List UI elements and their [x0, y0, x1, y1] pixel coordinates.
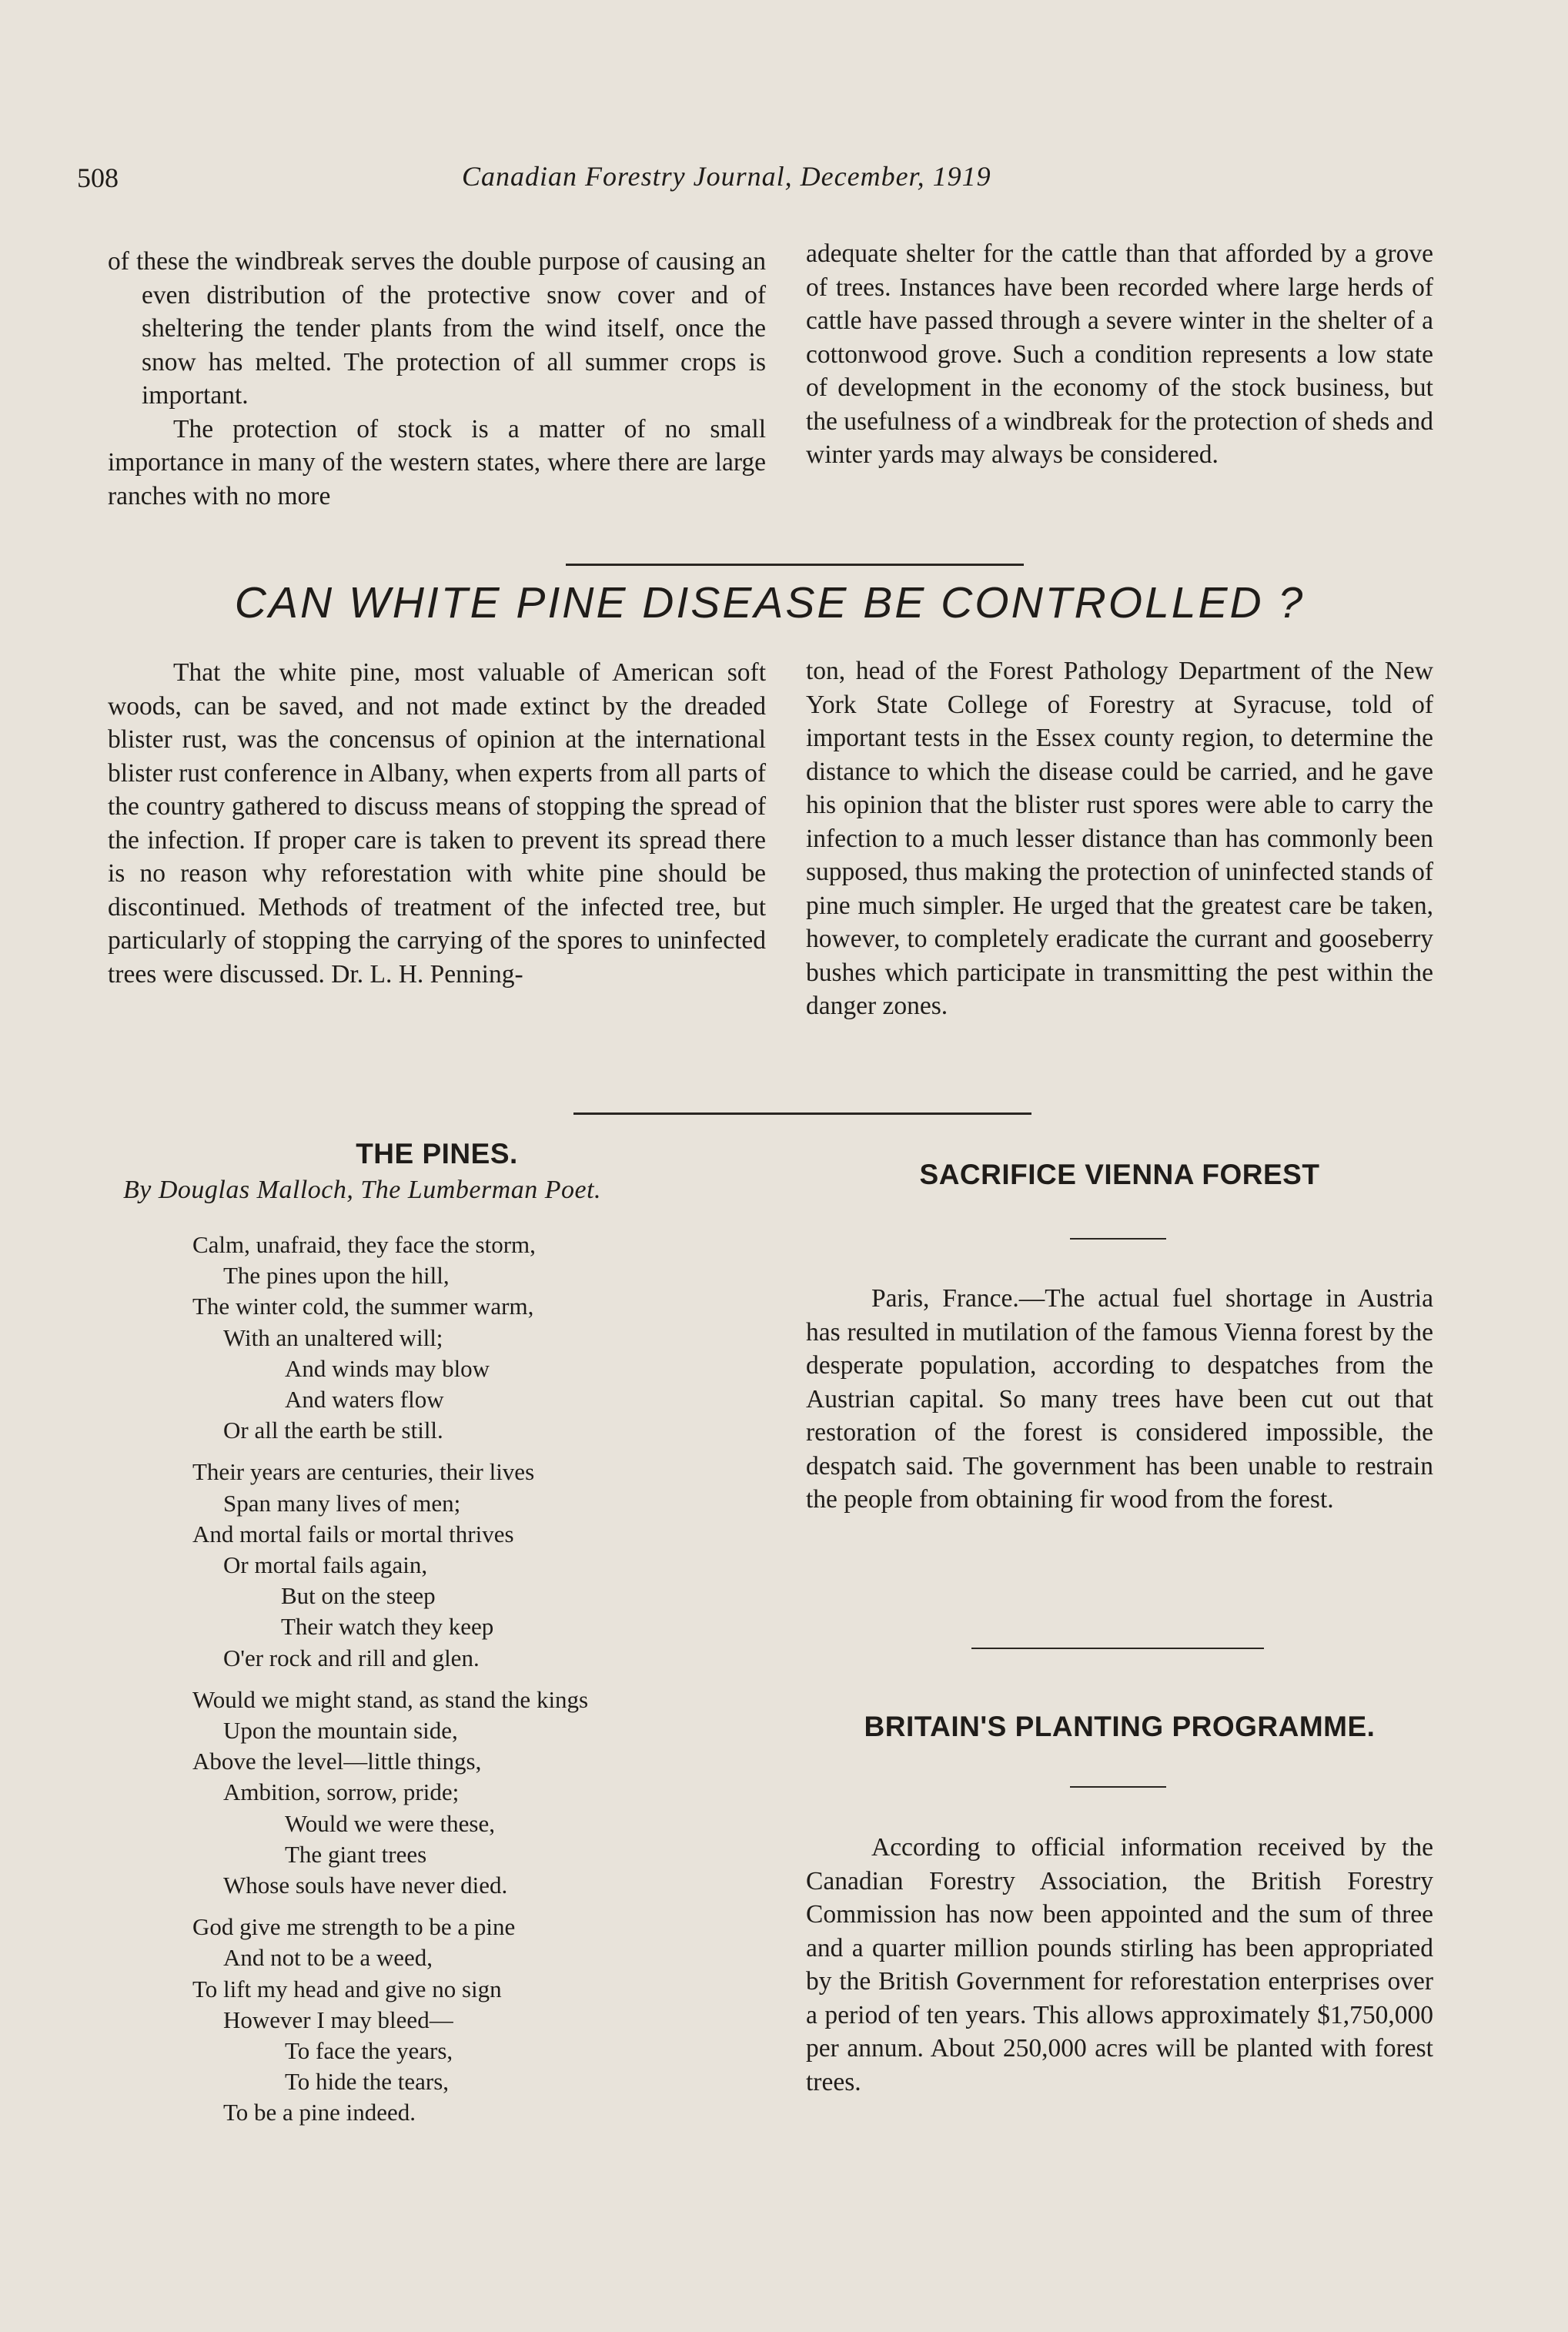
poem-line: The winter cold, the summer warm,: [192, 1293, 534, 1320]
poem-body: [192, 1230, 588, 2140]
britain-title: BRITAIN'S PLANTING PROGRAMME.: [864, 1711, 1376, 1742]
windbreak-paragraph-2: The protection of stock is a matter of no small importance in many of the western states, where there are large ranches with no more: [108, 414, 766, 510]
vienna-title: SACRIFICE VIENNA FOREST: [919, 1159, 1320, 1190]
pine-disease-right-column: [806, 654, 1433, 1023]
vienna-paragraph: Paris, France.—The actual fuel shortage in Austria has resulted in mutilation of the famous Vienna forest by the desperate population, according to despatches from the Austrian capital. So many trees have been cut out that restoration of the forest is considered impossible, the despatch said. The government has been unable to restrain the people from obtaining fir wood from the forest.: [806, 1284, 1433, 1514]
poem-line: However I may bleed—: [223, 2006, 453, 2033]
poem-line: O'er rock and rill and glen.: [223, 1644, 480, 1671]
poem-line: The giant trees: [285, 1840, 427, 1868]
poem-line: Upon the mountain side,: [223, 1717, 458, 1745]
poem-line: To face the years,: [285, 2037, 453, 2065]
poem-title: THE PINES.: [356, 1138, 518, 1169]
poem-line: Would we might stand, as stand the kings: [192, 1685, 589, 1713]
windbreak-paragraph-1: of these the windbreak serves the double purpose of causing an even distribution of the protective snow cover and of sheltering the tender plants from the wind itself, once the snow has melted. The protection of all summer crops is important.: [108, 247, 766, 410]
pine-disease-paragraph-2: ton, head of the Forest Pathology Department of the New York State College of Forestry at Syracuse, told of important tests in the Essex county region, to determine the distance to which the disease could be carried, and he gave his opinion that the blister rust spores were able to carry the infection to a much lesser distance than has commonly been supposed, thus making the protection of uninfected stands of pine much simpler. He urged that the greatest care be taken, however, to completely eradicate the currant and gooseberry bushes which participate in transmitting the pest within the danger zones.: [806, 657, 1433, 1020]
poem-line: Calm, unafraid, they face the storm,: [192, 1231, 536, 1258]
poem-line: Ambition, sorrow, pride;: [223, 1778, 460, 1806]
poem-stanza: [192, 1912, 588, 2128]
poem-line: With an unaltered will;: [223, 1323, 443, 1351]
poem-line: And mortal fails or mortal thrives: [192, 1520, 514, 1547]
windbreak-right-column: [806, 237, 1433, 472]
poem-line: Above the level—little things,: [192, 1748, 482, 1775]
poem-line: Or all the earth be still.: [223, 1417, 443, 1444]
poem-line: To hide the tears,: [285, 2068, 450, 2096]
section-divider: [971, 1648, 1264, 1649]
poem-line: And not to be a weed,: [223, 1944, 433, 1972]
poem-line: Their years are centuries, their lives: [192, 1458, 535, 1486]
britain-column: [806, 1831, 1433, 2099]
poem-line: And winds may blow: [285, 1354, 490, 1382]
windbreak-left-column: [108, 245, 766, 513]
short-divider: [1070, 1238, 1166, 1240]
poem-line: The pines upon the hill,: [223, 1262, 450, 1290]
poem-line: And waters flow: [285, 1386, 444, 1414]
poem-line: God give me strength to be a pine: [192, 1913, 516, 1941]
pine-disease-left-column: [108, 656, 766, 991]
article-headline: CAN WHITE PINE DISEASE BE CONTROLLED ?: [234, 578, 1306, 627]
section-divider: [573, 1112, 1031, 1115]
poem-line: To be a pine indeed.: [223, 2099, 416, 2126]
poem-stanza: [192, 1685, 588, 1901]
poem-byline: By Douglas Malloch, The Lumberman Poet.: [123, 1176, 602, 1204]
poem-line: But on the steep: [281, 1582, 436, 1610]
poem-line: Whose souls have never died.: [223, 1872, 508, 1899]
poem-stanza: [192, 1230, 588, 1446]
poem-stanza: [192, 1457, 588, 1673]
poem-line: Their watch they keep: [281, 1613, 494, 1641]
page-number: 508: [77, 162, 119, 193]
britain-paragraph: According to official information received by the Canadian Forestry Association, the British Forestry Commission has now been appointed and the sum of three and a quarter million pounds stirling has been appropriated by the British Government for reforestation enterprises over a period of ten years. This allows approximately $1,750,000 per annum. About 250,000 acres will be planted with forest trees.: [806, 1833, 1433, 2096]
poem-line: Would we were these,: [285, 1809, 495, 1837]
vienna-column: [806, 1282, 1433, 1517]
poem-line: Or mortal fails again,: [223, 1551, 428, 1579]
pine-disease-paragraph-1: That the white pine, most valuable of American soft woods, can be saved, and not made extinct by the dreaded blister rust, was the concensus of opinion at the international blister rust conference in Albany, when experts from all parts of the country gathered to discuss means of stopping the spread of the infection. If proper care is taken to prevent its spread there is no reason why reforestation with white pine should be discontinued. Methods of treatment of the infected tree, but particularly of stopping the carrying of the spores to uninfected trees were discussed. Dr. L. H. Penning-: [108, 658, 766, 989]
poem-line: To lift my head and give no sign: [192, 1975, 502, 2002]
poem-line: Span many lives of men;: [223, 1489, 461, 1517]
section-divider: [566, 564, 1024, 566]
windbreak-paragraph-3: adequate shelter for the cattle than that afforded by a grove of trees. Instances have been recorded where large herds of cattle have passed through a severe winter in the shelter of a cottonwood grove. Such a condition represents a low state of development in the economy of the stock business, but the usefulness of a windbreak for the protection of sheds and winter yards may always be considered.: [806, 239, 1433, 469]
short-divider: [1070, 1786, 1166, 1788]
running-title: Canadian Forestry Journal, December, 1919: [462, 161, 991, 192]
